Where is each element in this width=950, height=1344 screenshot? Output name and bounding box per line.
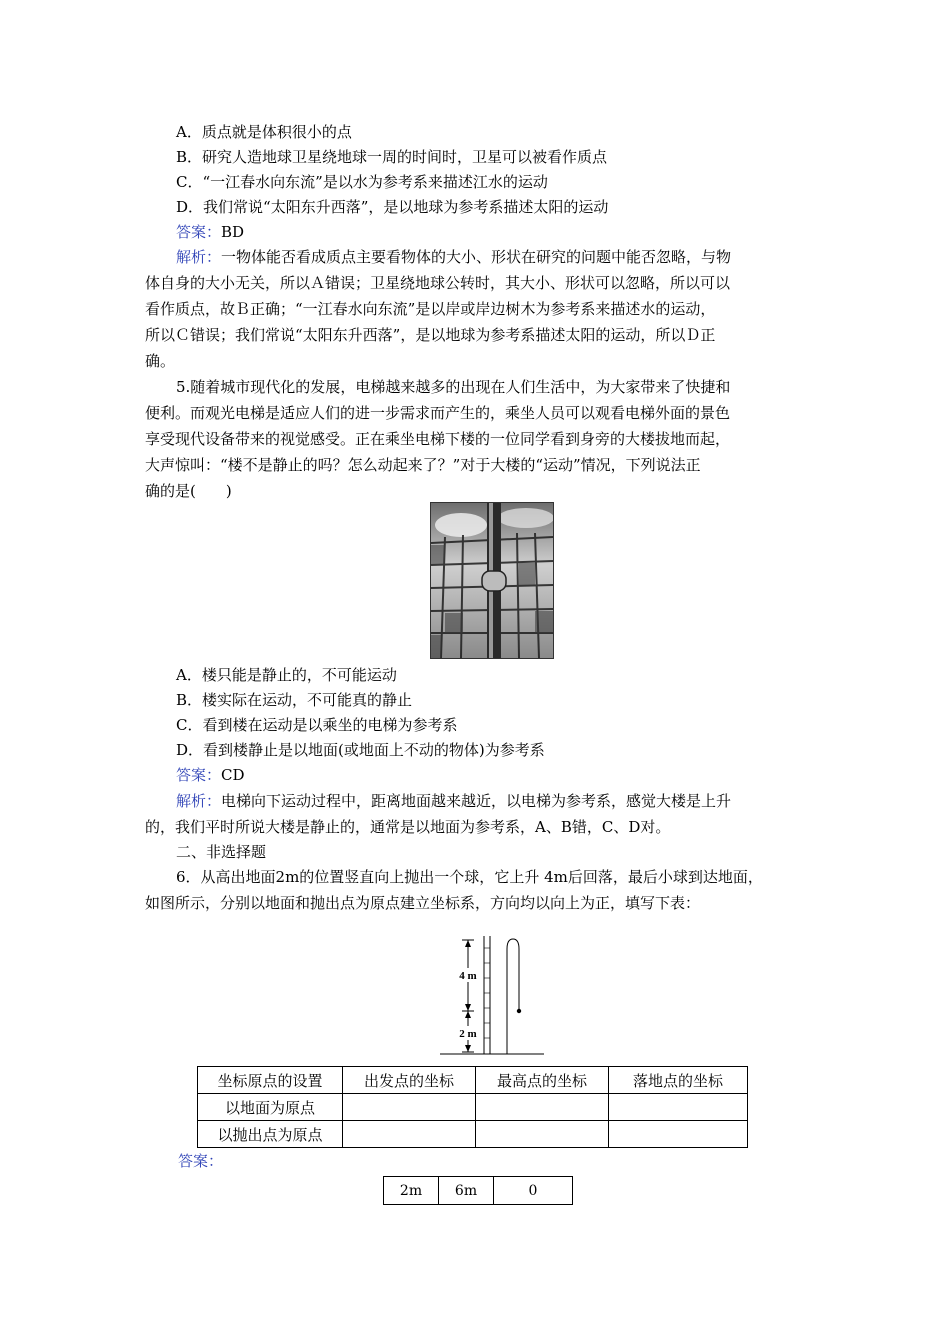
table-cell: 6m [439,1177,494,1205]
q4-analysis-line: 所以Ｃ错误；我们常说“太阳东升西落”，是以地球为参考系描述太阳的运动，所以Ｄ正 [145,326,716,344]
answer-value: CD [221,766,245,784]
q5-stem-line: 5.随着城市现代化的发展，电梯越来越多的出现在人们生活中，为大家带来了快捷和 [176,378,731,396]
trajectory-diagram [430,928,548,1060]
q5-stem-line: 便利。而观光电梯是适应人们的进一步需求而产生的，乘坐人员可以观看电梯外面的景色 [145,404,731,422]
answer-label: 答案： [176,223,222,241]
table-header-cell: 出发点的坐标 [343,1067,476,1094]
answer-table [383,1176,573,1205]
table-cell [609,1121,748,1148]
table-cell: 0 [494,1177,573,1205]
q4-option-d: D．我们常说“太阳东升西落”，是以地球为参考系描述太阳的运动 [176,198,609,216]
table-cell: 以抛出点为原点 [198,1121,343,1148]
answer-value: BD [221,223,245,241]
q5-option-c: C．看到楼在运动是以乘坐的电梯为参考系 [176,716,458,734]
q5-analysis-line: 的，我们平时所说大楼是静止的，通常是以地面为参考系，A、B错，C、D对。 [145,818,671,836]
analysis-label: 解析： [176,792,222,810]
answer-label: 答案： [176,766,222,784]
q5-stem-line: 大声惊叫：“楼不是静止的吗？怎么动起来了？”对于大楼的“运动”情况，下列说法正 [145,456,701,474]
q5-option-b: B．楼实际在运动，不可能真的静止 [176,691,413,709]
table-header-row [198,1067,748,1094]
table-cell: 以地面为原点 [198,1094,343,1121]
table-cell [343,1121,476,1148]
q6-answer-label [178,1150,223,1172]
table-cell [476,1094,609,1121]
q5-option-a: A．楼只能是静止的，不可能运动 [176,666,397,684]
q4-analysis-line [176,246,731,268]
table-header-cell: 坐标原点的设置 [198,1067,343,1094]
table-cell [476,1121,609,1148]
q5-analysis-line [176,790,731,812]
diagram-label-2m: 2 m [459,1028,477,1040]
table-header-cell: 落地点的坐标 [609,1067,748,1094]
table-row [384,1177,573,1205]
table-cell: 2m [384,1177,439,1205]
analysis-text: 一物体能否看成质点主要看物体的大小、形状在研究的问题中能否忽略，与物 [221,248,732,266]
analysis-label: 解析： [176,248,222,266]
q4-option-c: C．“一江春水向东流”是以水为参考系来描述江水的运动 [176,173,548,191]
q5-option-d: D．看到楼静止是以地面(或地面上不动的物体)为参考系 [176,741,545,759]
table-row [198,1121,748,1148]
q4-analysis-line: 体自身的大小无关，所以Ａ错误；卫星绕地球公转时，其大小、形状可以忽略，所以可以 [145,274,731,292]
q4-option-a: A．质点就是体积很小的点 [176,123,352,141]
q4-answer [176,221,244,243]
table-cell [343,1094,476,1121]
q6-stem-line: 6．从高出地面2m的位置竖直向上抛出一个球，它上升 4m后回落，最后小球到达地面， [176,868,763,886]
q6-stem-line: 如图所示，分别以地面和抛出点为原点建立坐标系，方向均以向上为正，填写下表： [145,894,701,912]
analysis-text: 电梯向下运动过程中，距离地面越来越近，以电梯为参考系，感觉大楼是上升 [221,792,732,810]
table-cell [609,1094,748,1121]
answer-label: 答案： [178,1152,224,1170]
elevator-building-photo [430,502,554,659]
q5-answer [176,764,245,786]
table-row [198,1094,748,1121]
q5-stem-line: 享受现代设备带来的视觉感受。正在乘坐电梯下楼的一位同学看到身旁的大楼拔地而起， [145,430,731,448]
q5-stem-line: 确的是( ) [145,482,232,500]
q4-option-b: B．研究人造地球卫星绕地球一周的时间时，卫星可以被看作质点 [176,148,608,166]
section-heading: 二、非选择题 [176,843,267,861]
table-header-cell: 最高点的坐标 [476,1067,609,1094]
diagram-label-4m: 4 m [459,970,477,982]
q4-analysis-line: 确。 [145,352,176,370]
q4-analysis-line: 看作质点，故Ｂ正确；“一江春水向东流”是以岸或岸边树木为参考系来描述水的运动， [145,300,716,318]
coordinate-table [197,1066,748,1148]
